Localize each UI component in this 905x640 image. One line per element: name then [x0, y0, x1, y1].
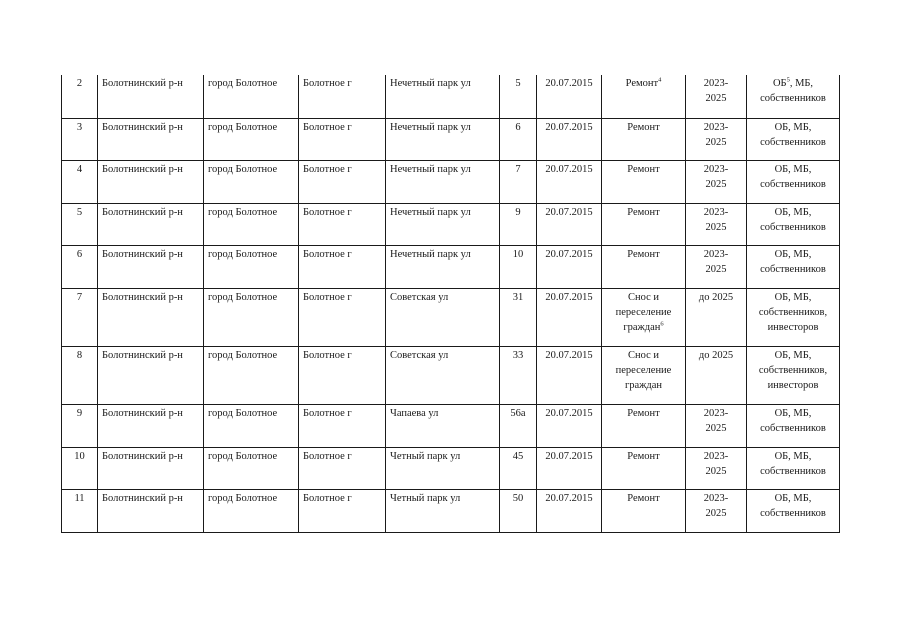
measure-text: Ремонт	[627, 206, 660, 218]
funding-line: собственников	[760, 507, 826, 519]
house-number-cell: 50	[500, 489, 537, 532]
inspection-date-cell: 20.07.2015	[537, 489, 602, 532]
district-cell: Болотнинский р-н	[98, 160, 204, 203]
table-row	[62, 346, 840, 404]
municipality-cell: город Болотное	[204, 203, 299, 245]
municipality-cell: город Болотное	[204, 447, 299, 489]
locality-cell: Болотное г	[299, 245, 386, 288]
district-cell: Болотнинский р-н	[98, 75, 204, 118]
funding-line: собственников	[760, 178, 826, 190]
inspection-date-cell: 20.07.2015	[537, 447, 602, 489]
row-number-cell: 3	[62, 118, 98, 160]
street-cell: Чапаева ул	[386, 404, 500, 447]
funding-line: ОБ, МБ,	[774, 492, 812, 504]
term-cell	[686, 346, 747, 404]
funding-line: ОБ, МБ,	[774, 206, 812, 218]
measure-line: переселение	[615, 364, 672, 376]
funding-line: ОБ$^5$, МБ,	[772, 76, 814, 89]
term-line: 2023-	[703, 450, 729, 462]
funding-line: ОБ, МБ,	[774, 163, 812, 175]
measure-cell	[602, 160, 686, 203]
locality-cell: Болотное г	[299, 447, 386, 489]
row-number-cell: 8	[62, 346, 98, 404]
street-cell: Нечетный парк ул	[386, 160, 500, 203]
table-row	[62, 118, 840, 160]
funding-source-cell	[747, 288, 840, 346]
funding-line: собственников	[760, 263, 826, 275]
funding-source-cell	[747, 75, 840, 118]
term-line: 2023-	[703, 78, 729, 89]
street-cell: Советская ул	[386, 288, 500, 346]
row-number-cell: 10	[62, 447, 98, 489]
term-line: 2025	[705, 422, 727, 434]
street-cell: Четный парк ул	[386, 489, 500, 532]
house-number-cell: 10	[500, 245, 537, 288]
district-cell: Болотнинский р-н	[98, 118, 204, 160]
table-body	[62, 75, 840, 532]
term-line: 2025	[705, 93, 727, 104]
row-number-cell: 5	[62, 203, 98, 245]
measure-cell	[602, 288, 686, 346]
inspection-date-cell: 20.07.2015	[537, 245, 602, 288]
municipality-cell: город Болотное	[204, 288, 299, 346]
district-cell: Болотнинский р-н	[98, 245, 204, 288]
measure-text: Ремонт	[627, 492, 660, 504]
street-cell: Советская ул	[386, 346, 500, 404]
term-cell	[686, 404, 747, 447]
table-row	[62, 489, 840, 532]
municipality-cell: город Болотное	[204, 404, 299, 447]
locality-cell: Болотное г	[299, 404, 386, 447]
funding-line: собственников	[760, 422, 826, 434]
term-line: до 2025	[698, 291, 734, 303]
locality-cell: Болотное г	[299, 489, 386, 532]
inspection-date-cell: 20.07.2015	[537, 118, 602, 160]
footnote-marker: 5	[786, 76, 790, 84]
funding-line: инвесторов	[767, 379, 819, 391]
row-number-cell: 9	[62, 404, 98, 447]
term-line: 2023-	[703, 248, 729, 260]
district-cell: Болотнинский р-н	[98, 404, 204, 447]
funding-line: собственников	[760, 93, 826, 104]
locality-cell: Болотное г	[299, 75, 386, 118]
district-cell: Болотнинский р-н	[98, 447, 204, 489]
locality-cell: Болотное г	[299, 288, 386, 346]
term-cell	[686, 118, 747, 160]
row-number-cell: 11	[62, 489, 98, 532]
street-cell: Нечетный парк ул	[386, 203, 500, 245]
house-number-cell: 33	[500, 346, 537, 404]
measure-cell	[602, 245, 686, 288]
measure-cell	[602, 118, 686, 160]
inspection-date-cell: 20.07.2015	[537, 288, 602, 346]
funding-line: собственников,	[758, 364, 828, 376]
measure-cell	[602, 489, 686, 532]
house-number-cell: 31	[500, 288, 537, 346]
term-cell	[686, 489, 747, 532]
term-cell	[686, 447, 747, 489]
term-line: до 2025	[698, 349, 734, 361]
municipality-cell: город Болотное	[204, 160, 299, 203]
term-line: 2025	[705, 507, 727, 519]
municipality-cell: город Болотное	[204, 346, 299, 404]
house-number-cell: 56а	[500, 404, 537, 447]
funding-line: ОБ, МБ,	[774, 407, 812, 419]
table-row	[62, 203, 840, 245]
table-row	[62, 160, 840, 203]
funding-line: собственников	[760, 465, 826, 477]
measure-line: граждан	[624, 379, 663, 391]
term-line: 2025	[705, 465, 727, 477]
measure-text: Ремонт	[627, 121, 660, 133]
street-cell: Нечетный парк ул	[386, 118, 500, 160]
measure-line: Снос и	[627, 349, 660, 361]
table-row	[62, 288, 840, 346]
row-number-cell: 7	[62, 288, 98, 346]
funding-line: ОБ, МБ,	[774, 121, 812, 133]
district-cell: Болотнинский р-н	[98, 203, 204, 245]
house-number-cell: 7	[500, 160, 537, 203]
municipality-cell: город Болотное	[204, 489, 299, 532]
term-line: 2023-	[703, 121, 729, 133]
term-cell	[686, 245, 747, 288]
term-line: 2023-	[703, 492, 729, 504]
funding-source-cell	[747, 447, 840, 489]
municipality-cell: город Болотное	[204, 245, 299, 288]
district-cell: Болотнинский р-н	[98, 288, 204, 346]
funding-source-cell	[747, 203, 840, 245]
locality-cell: Болотное г	[299, 346, 386, 404]
locality-cell: Болотное г	[299, 118, 386, 160]
municipality-cell: город Болотное	[204, 75, 299, 118]
district-cell: Болотнинский р-н	[98, 346, 204, 404]
footnote-marker: 6	[660, 320, 664, 327]
term-cell	[686, 288, 747, 346]
term-line: 2025	[705, 136, 727, 148]
inspection-date-cell: 20.07.2015	[537, 160, 602, 203]
measure-text: Ремонт	[627, 407, 660, 419]
table-row	[62, 447, 840, 489]
inspection-date-cell: 20.07.2015	[537, 404, 602, 447]
term-line: 2025	[705, 221, 727, 233]
funding-line: ОБ, МБ,	[774, 349, 812, 361]
funding-source-cell	[747, 346, 840, 404]
funding-line: ОБ, МБ,	[774, 450, 812, 462]
term-cell	[686, 203, 747, 245]
funding-line: инвесторов	[767, 321, 819, 333]
table-row	[62, 245, 840, 288]
funding-source-cell	[747, 118, 840, 160]
street-cell: Нечетный парк ул	[386, 75, 500, 118]
footnote-marker: 4	[658, 76, 662, 84]
term-cell	[686, 160, 747, 203]
district-cell: Болотнинский р-н	[98, 489, 204, 532]
table-row	[62, 404, 840, 447]
measure-line: граждан$^6$	[623, 320, 664, 333]
street-cell: Нечетный парк ул	[386, 245, 500, 288]
funding-line: ОБ, МБ,	[774, 291, 812, 303]
measure-text: Ремонт	[627, 248, 660, 260]
table-row	[62, 75, 840, 118]
row-number-cell: 4	[62, 160, 98, 203]
municipality-cell: город Болотное	[204, 118, 299, 160]
locality-cell: Болотное г	[299, 160, 386, 203]
inspection-date-cell: 20.07.2015	[537, 346, 602, 404]
measure-line: Снос и	[627, 291, 660, 303]
inspection-date-cell: 20.07.2015	[537, 75, 602, 118]
measure-cell	[602, 404, 686, 447]
funding-source-cell	[747, 404, 840, 447]
funding-source-cell	[747, 160, 840, 203]
measure-cell	[602, 447, 686, 489]
house-number-cell: 6	[500, 118, 537, 160]
funding-line: ОБ, МБ,	[774, 248, 812, 260]
term-cell	[686, 75, 747, 118]
funding-line: собственников,	[758, 306, 828, 318]
measure-cell	[602, 203, 686, 245]
housing-registry-table	[61, 75, 840, 533]
row-number-cell: 6	[62, 245, 98, 288]
measure-cell	[602, 346, 686, 404]
term-line: 2025	[705, 263, 727, 275]
measure-text: Ремонт	[627, 450, 660, 462]
funding-line: собственников	[760, 221, 826, 233]
house-number-cell: 9	[500, 203, 537, 245]
measure-line: переселение	[615, 306, 672, 318]
measure-text: Ремонт$^4$	[625, 76, 662, 89]
locality-cell: Болотное г	[299, 203, 386, 245]
measure-cell	[602, 75, 686, 118]
row-number-cell: 2	[62, 75, 98, 118]
inspection-date-cell: 20.07.2015	[537, 203, 602, 245]
funding-source-cell	[747, 245, 840, 288]
measure-text: Ремонт	[627, 163, 660, 175]
term-line: 2023-	[703, 163, 729, 175]
term-line: 2023-	[703, 407, 729, 419]
funding-line: собственников	[760, 136, 826, 148]
house-number-cell: 45	[500, 447, 537, 489]
street-cell: Четный парк ул	[386, 447, 500, 489]
term-line: 2023-	[703, 206, 729, 218]
term-line: 2025	[705, 178, 727, 190]
funding-source-cell	[747, 489, 840, 532]
house-number-cell: 5	[500, 75, 537, 118]
